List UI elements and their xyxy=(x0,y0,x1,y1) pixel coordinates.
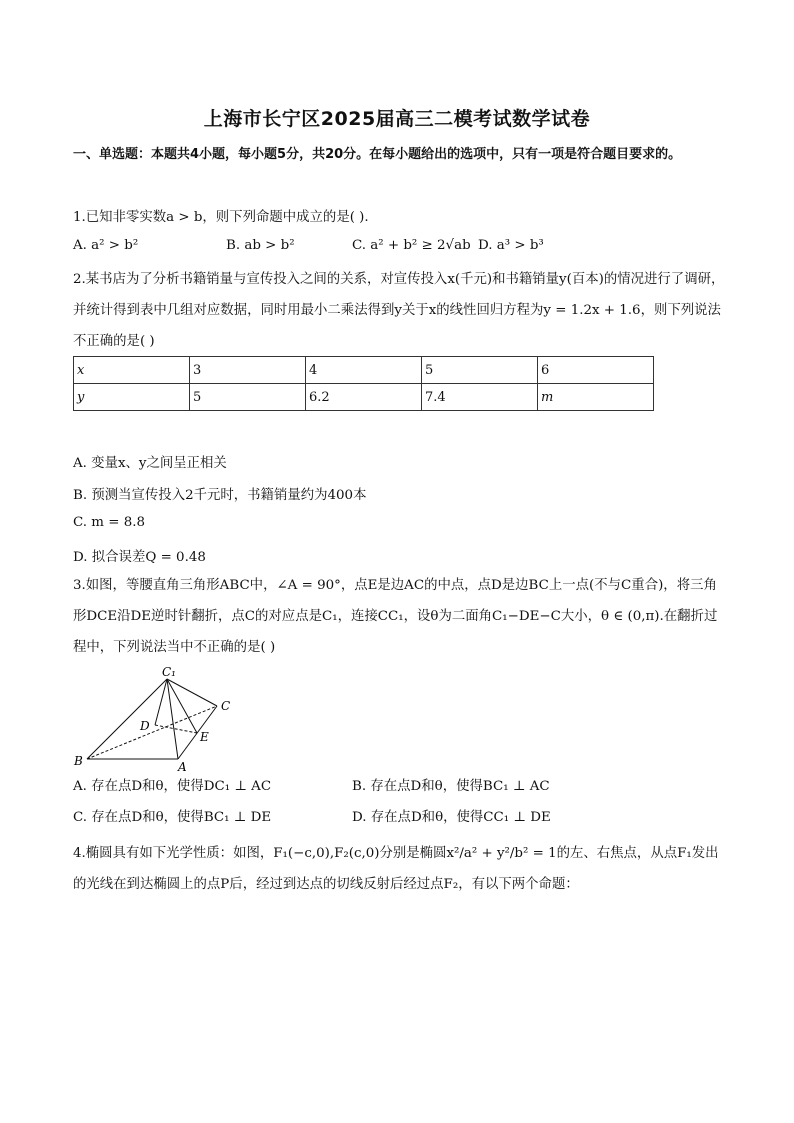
table-cell: 4 xyxy=(306,357,422,384)
edge-AC xyxy=(178,706,217,759)
question-3-option-d: D. 存在点D和θ，使得CC₁ ⊥ DE xyxy=(352,810,551,825)
table-cell: 6 xyxy=(538,357,654,384)
table-row xyxy=(74,384,654,411)
folded-triangle-figure xyxy=(70,662,250,772)
table-cell: x xyxy=(74,357,190,384)
table-cell: 5 xyxy=(190,384,306,411)
question-3-option-b: B. 存在点D和θ，使得BC₁ ⊥ AC xyxy=(352,779,550,794)
question-2-stem: 2.某书店为了分析书籍销量与宣传投入之间的关系，对宣传投入x(千元)和书籍销量y(百本)的情况进行了调研，并统计得到表中几组对应数据，同时用最小二乘法得到y关于x的线性回归方程为y = 1.2x + 1.6，则下列说法不正确的是( ) xyxy=(73,272,725,349)
question-1-option-a: A. a² > b² xyxy=(73,238,139,253)
table-cell: 7.4 xyxy=(422,384,538,411)
label-C1: C₁ xyxy=(162,665,176,679)
question-1-option-c: C. a² + b² ≥ 2√ab xyxy=(352,238,471,253)
question-3-stem: 3.如图，等腰直角三角形ABC中，∠A = 90°，点E是边AC的中点，点D是边BC上一点(不与C重合)，将三角形DCE沿DE逆时针翻折，点C的对应点是C₁，连接CC₁，设θ为二面角C₁−DE−C大小，θ ∈ (0,π).在翻折过程中，下列说法当中不正确的是( ) xyxy=(73,578,718,655)
question-2-option-d: D. 拟合误差Q = 0.48 xyxy=(73,550,206,565)
page-title: 上海市长宁区2025届高三二模考试数学试卷 xyxy=(203,108,591,130)
table-cell: 3 xyxy=(190,357,306,384)
question-1-option-b: B. ab > b² xyxy=(226,238,295,253)
question-2-option-b: B. 预测当宣传投入2千元时，书籍销量约为400本 xyxy=(73,488,367,503)
edge-C1D xyxy=(155,679,167,725)
table-cell: m xyxy=(538,384,654,411)
question-1-stem: 1.已知非零实数a > b，则下列命题中成立的是( ). xyxy=(73,210,369,225)
table-cell: 5 xyxy=(422,357,538,384)
edge-C1A xyxy=(167,679,178,759)
label-E: E xyxy=(200,730,209,744)
label-D: D xyxy=(140,719,150,733)
data-table xyxy=(73,356,654,411)
label-C: C xyxy=(221,699,231,713)
section-heading: 一、单选题：本题共4小题，每小题5分，共20分。在每小题给出的选项中，只有一项是符合题目要求的。 xyxy=(73,147,682,162)
question-3-option-c: C. 存在点D和θ，使得BC₁ ⊥ DE xyxy=(73,810,272,825)
question-2-option-c: C. m = 8.8 xyxy=(73,515,146,530)
question-3-option-a: A. 存在点D和θ，使得DC₁ ⊥ AC xyxy=(73,779,272,794)
table-cell: 6.2 xyxy=(306,384,422,411)
label-B: B xyxy=(74,754,83,768)
label-A: A xyxy=(178,760,187,772)
question-1-option-d: D. a³ > b³ xyxy=(478,238,544,253)
table-cell: y xyxy=(74,384,190,411)
question-4-stem: 4.椭圆具有如下光学性质：如图，F₁(−c,0),F₂(c,0)分别是椭圆x²/a² + y²/b² = 1的左、右焦点，从点F₁发出的光线在到达椭圆上的点P后，经过到达点的切线反射后经过点F₂，有以下两个命题： xyxy=(73,846,719,892)
edge-BC1 xyxy=(87,679,167,759)
question-2-option-a: A. 变量x、y之间呈正相关 xyxy=(73,456,227,471)
table-row xyxy=(74,357,654,384)
